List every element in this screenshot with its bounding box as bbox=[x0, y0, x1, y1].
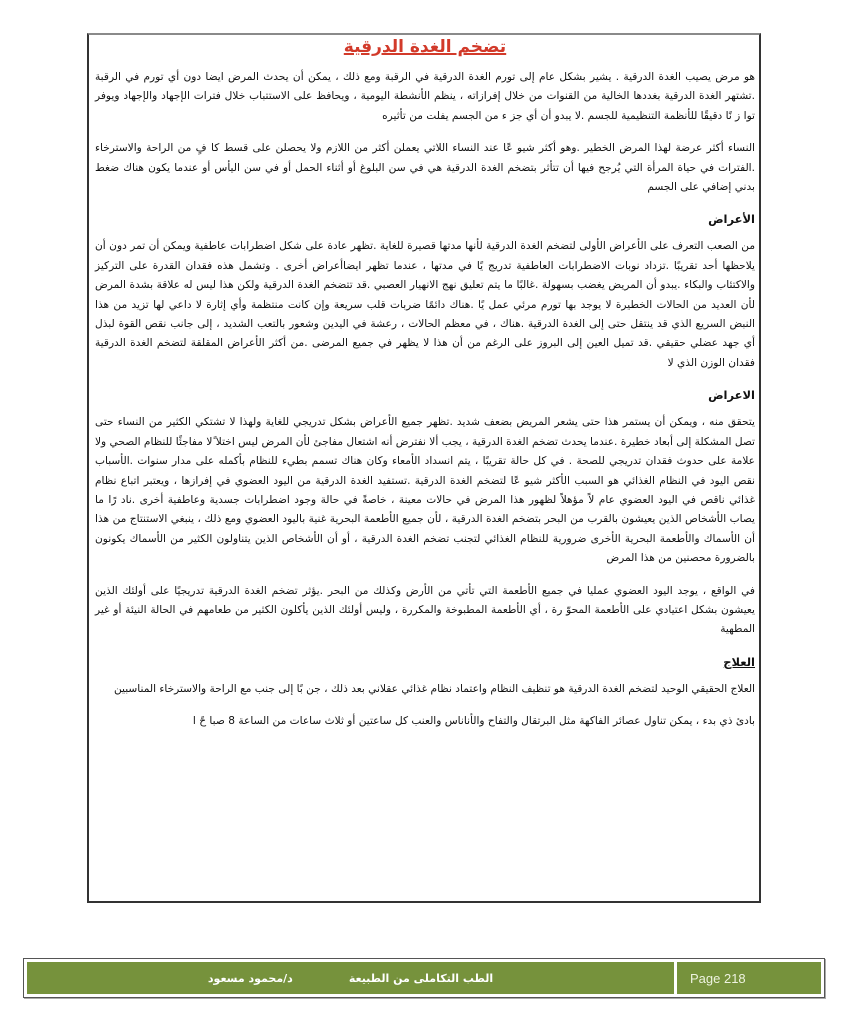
document-body bbox=[95, 36, 755, 745]
section-paragraph: من الصعب التعرف على الأعراض الأولى لتضخم الغدة الدرقية لأنها مدتها قصيرة للغاية .تظهر عادة على شكل اضطرابات عاطفية ويمكن أن تمر دون أن يلاحظها أحد تقريبًا .تزداد نوبات الاضطرابات العاطفية تدريج يًا في مدتها ، عندما تظهر ايضاأعراض أخرى . وتشمل هذه فقدان القدرة على التركيز والاكتئاب والبكاء .يبدو أن المريض يغضب بسهولة .غالبًا ما يتم تعليق نهج الانهيار العصبي .قد تتضخم الغدة الدرقية ولكن هذا ليس له علاقة بشدة المرض لأن العديد من الحالات الخطيرة لا يوجد بها تورم مرئي عمل يًا .هناك دائمًا ضربات قلب سريعة وإن كانت منتظمة وأي إثارة لا داعي لها تزيد من هذا النبض السريع الذي قد ينتقل حتى إلى الغدة الدرقية .هناك ، في معظم الحالات ، رعشة في اليدين وشعور بالتعب الشديد ، إلى جانب نقص القوة لبذل أي جهد عضلي حقيقي .قد تميل العين إلى البروز على الرغم من أن هذا لا يظهر في جميع المرضى .من أكثر الأعراض المقلقة لتضخم الغدة الدرقية فقدان الوزن الذي لا bbox=[95, 240, 755, 369]
footer-title-band bbox=[27, 962, 674, 994]
intro-paragraph: هو مرض يصيب الغدة الدرقية . يشير بشكل عام إلى تورم الغدة الدرقية في الرقبة ومع ذلك ، يمكن أن يحدث المرض ايضا دون أي تورم في الرقبة .تشتهر الغدة الدرقية بغددها الخالية من القنوات من خلال إفرازاته ، ينظم الأنشطة اليومية ، ويحافظ على الاستتباب خلال فترات الإجهاد والإجهاد ويوفر توا ز نًا دقيقًا للأنظمة التنظيمية للجسم .لا يبدو أن أي جز ء من الجسم يفلت من تأثيره bbox=[95, 71, 755, 122]
section-symptoms bbox=[95, 210, 755, 373]
section-paragraph: في الواقع ، يوجد اليود العضوي عمليا في جميع الأطعمة التي تأتي من الأرض وكذلك من البحر .يؤثر تضخم الغدة الدرقية تدريجيًا على أولئك الذين يعيشون بشكل اعتيادي على الأطعمة المحوّ رة ، أي الأطعمة المطبوخة والمكررة ، وليس أولئك الذين يأكلون الكثير من طعامهم في الحالة النيئة أو غير المطهية bbox=[95, 584, 755, 636]
document-title: تضخم الغدة الدرقية bbox=[343, 37, 507, 57]
section-treatment bbox=[95, 653, 755, 732]
section-symptoms-continued bbox=[95, 386, 755, 639]
footer-book-title: الطب التكاملى من الطبيعة bbox=[348, 971, 494, 985]
footer-page-number: Page 218 bbox=[677, 962, 821, 994]
section-paragraph: العلاج الحقيقي الوحيد لتضخم الغدة الدرقية هو تنظيف النظام واعتماد نظام غذائي عقلاني بعد ذلك ، جن بًا إلى جنب مع الراحة والاسترخاء المناسبين bbox=[113, 682, 755, 695]
section-paragraph: بادئ ذي بدء ، يمكن تناول عصائر الفاكهة مثل البرتقال والتفاح والأناناس والعنب كل ساعتين أو ثلاث ساعات من الساعة 8 صبا حً ا bbox=[192, 715, 755, 728]
section-heading: العلاج bbox=[723, 654, 755, 669]
section-heading: الأعراض bbox=[708, 212, 755, 227]
section-heading: الاعراض bbox=[708, 388, 755, 403]
page-footer bbox=[23, 958, 825, 998]
intro-paragraph: النساء أكثر عرضة لهذا المرض الخطير .وهو أكثر شيو عًا عند النساء اللاتي يعملن أكثر من اللازم ولا يحصلن على قسط كا فٍ من الراحة والاسترخاء .الفترات في حياة المرأة التي يُرجح فيها أن تتأثر بتضخم الغدة الدرقية هي في سن البلوغ أو أثناء الحمل أو في سن اليأس أو عندما يكون هناك ضغط بدني إضافي على الجسم bbox=[95, 142, 755, 194]
section-paragraph: يتحقق منه ، ويمكن أن يستمر هذا حتى يشعر المريض بضعف شديد .تظهر جميع الأعراض بشكل تدريجي للغاية ولهذا لا تشتكي الكثير من النساء حتى تصل المشكلة إلى أبعاد خطيرة .عندما يحدث تضخم الغدة الدرقية ، يجب ألا نفترض أنه اشتعال مفاجئ لأن المرض ليس اختلا ًلا مفاجئًا للنظام الصحي ولا علامة على حدوث فقدان تدريجي للصحة . في كل حالة تقريبًا ، يتم انسداد الأمعاء وكان هناك تسمم بطيء للنظام بأكمله على مدار سنوات .الأسباب نقص اليود في النظام الغذائي هو السبب الأكثر شيو عًا لتضخم الغدة الدرقية .تستفيد الغدة الدرقية من اليود العضوي في إفرازها ، ويعتبر اتباع نظام غذائي ناقص في اليود العضوي عام لاً مؤهلاً لظهور هذا المرض في حالات معينة ، خاصةً في حالة وجود اضطرابات جسدية وعاطفية أخرى .ناد رًا ما يصاب الأشخاص الذين يعيشون بالقرب من البحر بتضخم الغدة الدرقية ، لأن جميع الأطعمة البحرية غنية باليود العضوي ومع ذلك ، ينبغي الاستنتاج من هذا أن الأسماك والأطعمة البحرية الأخرى ضرورية للنظام الغذائي لتجنب تضخم الغدة الدرقية ، أو أن الأشخاص الذين يتناولون الكثير من الأسماك يكونون بالضرورة محصنين من هذا المرض bbox=[95, 416, 755, 565]
footer-author: د/محمود مسعود bbox=[207, 971, 293, 985]
